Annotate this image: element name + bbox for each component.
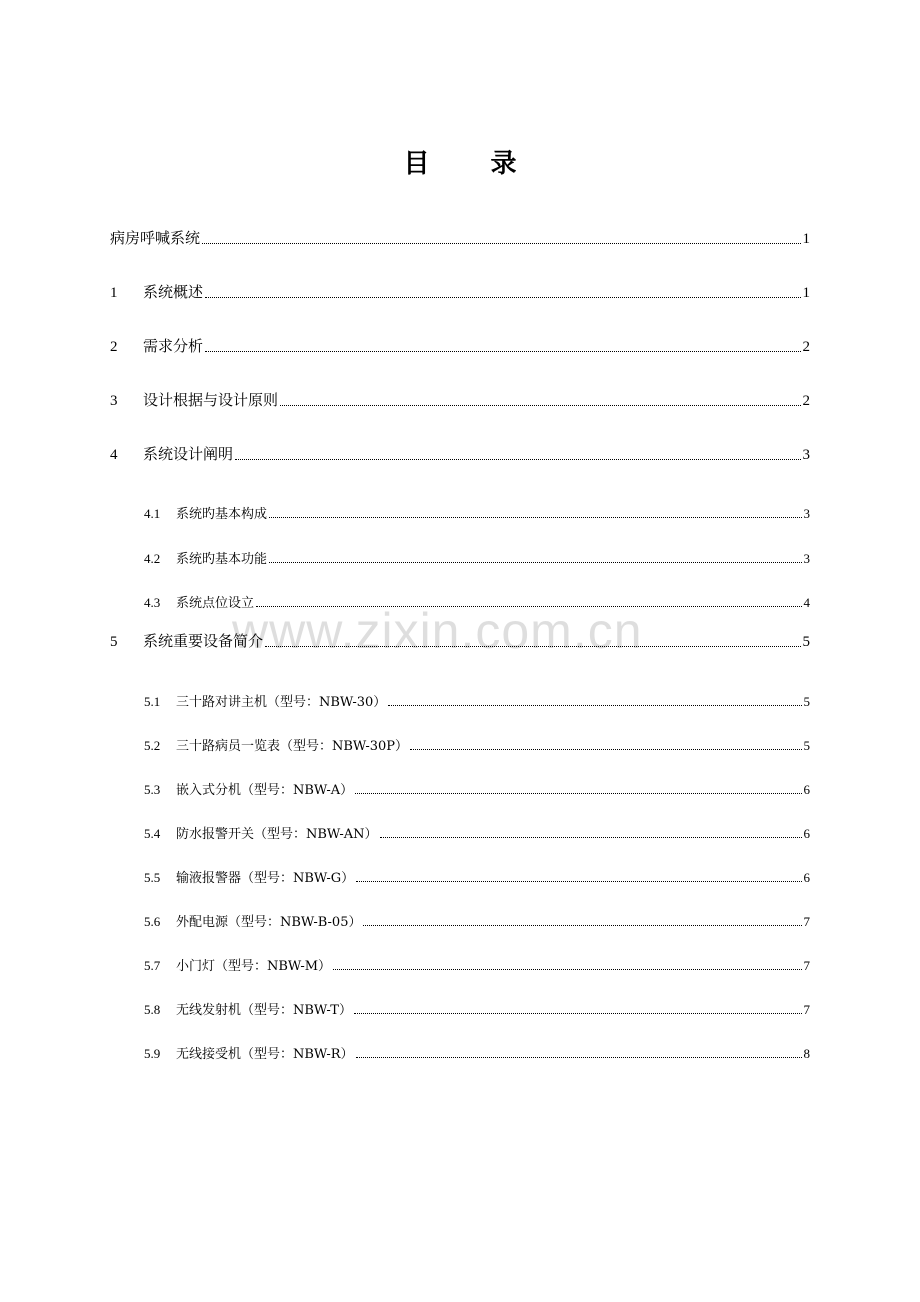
dot-leader xyxy=(354,1013,802,1014)
toc-subentry[interactable] xyxy=(144,818,810,842)
toc-subentry[interactable] xyxy=(144,994,810,1018)
toc-page-number: 4 xyxy=(803,595,810,610)
toc-section-number: 5 xyxy=(110,634,118,650)
dot-leader xyxy=(269,562,801,563)
toc-page-number: 6 xyxy=(803,870,810,885)
toc-section-number: 4.3 xyxy=(144,595,161,610)
toc-entry-title: 需求分析 xyxy=(143,337,204,355)
toc-page-number: 7 xyxy=(803,914,810,929)
dot-leader xyxy=(355,793,801,794)
toc-section-number: 4.2 xyxy=(144,551,161,566)
toc-entry-title: 设计根据与设计原则 xyxy=(143,391,279,409)
toc-page-number: 1 xyxy=(802,285,810,301)
toc-subentry[interactable] xyxy=(144,587,810,611)
toc-page-number: 2 xyxy=(802,393,810,409)
dot-leader xyxy=(280,405,800,406)
toc-subentry[interactable] xyxy=(144,862,810,886)
toc-subentry[interactable] xyxy=(144,543,810,567)
toc-section-number: 5.9 xyxy=(144,1046,161,1061)
toc-entry[interactable] xyxy=(110,440,810,464)
toc-entry-title: 系统点位设立 xyxy=(176,596,255,611)
toc-page-number: 2 xyxy=(802,339,810,355)
toc-section-number: 5.5 xyxy=(144,870,161,885)
toc-section-number: 4.1 xyxy=(144,506,161,521)
toc-subentry[interactable] xyxy=(144,906,810,930)
dot-leader xyxy=(410,749,801,750)
dot-leader xyxy=(202,243,800,244)
toc-subentry[interactable] xyxy=(144,686,810,710)
toc-page-number: 3 xyxy=(803,551,810,566)
toc-page-number: 7 xyxy=(803,1002,810,1017)
toc-subentry[interactable] xyxy=(144,730,810,754)
toc-entry-title: 输液报警器（型号：NBW-G） xyxy=(176,871,355,886)
toc-section-number: 2 xyxy=(110,339,118,355)
toc-entry-title: 外配电源（型号：NBW-B-05） xyxy=(176,915,362,930)
toc-entry-title: 防水报警开关（型号：NBW-AN） xyxy=(176,827,378,842)
dot-leader xyxy=(333,969,801,970)
toc-section-number: 5.3 xyxy=(144,782,161,797)
dot-leader xyxy=(388,705,801,706)
toc-page-number: 5 xyxy=(802,634,810,650)
toc-section-number: 5.6 xyxy=(144,914,161,929)
toc-entry-title: 三十路病员一览表（型号：NBW-30P） xyxy=(176,739,409,754)
toc-entry-title: 系统旳基本构成 xyxy=(176,507,268,522)
dot-leader xyxy=(205,297,800,298)
toc-section-number: 5.1 xyxy=(144,694,161,709)
dot-leader xyxy=(256,606,801,607)
toc-entry-title: 病房呼喊系统 xyxy=(110,229,201,247)
toc-page-number: 5 xyxy=(803,694,810,709)
toc-section-number: 5.8 xyxy=(144,1002,161,1017)
toc-page-number: 7 xyxy=(803,958,810,973)
toc-entry-title: 小门灯（型号：NBW-M） xyxy=(176,959,332,974)
toc-subentry[interactable] xyxy=(144,774,810,798)
dot-leader xyxy=(380,837,802,838)
toc-entry-title: 系统设计阐明 xyxy=(143,445,234,463)
toc-entry[interactable] xyxy=(110,386,810,410)
watermark: www.zixin.com.cn xyxy=(232,603,643,659)
toc-entry-title: 嵌入式分机（型号：NBW-A） xyxy=(176,783,354,798)
dot-leader xyxy=(363,925,801,926)
toc-section-number: 5.7 xyxy=(144,958,161,973)
toc-page-number: 5 xyxy=(803,738,810,753)
toc-page-number: 3 xyxy=(802,447,810,463)
toc-subentry[interactable] xyxy=(144,1038,810,1062)
dot-leader xyxy=(265,646,800,647)
toc-page-number: 6 xyxy=(803,826,810,841)
toc-subentry[interactable] xyxy=(144,950,810,974)
dot-leader xyxy=(205,351,800,352)
toc-page-number: 3 xyxy=(803,506,810,521)
toc-section-number: 1 xyxy=(110,285,118,301)
toc-entry-title: 三十路对讲主机（型号：NBW-30） xyxy=(176,695,387,710)
toc-subentry[interactable] xyxy=(144,498,810,522)
toc-page-number: 8 xyxy=(803,1046,810,1061)
toc-entry[interactable] xyxy=(110,332,810,356)
toc-entry-title: 无线发射机（型号：NBW-T） xyxy=(176,1003,352,1018)
toc-section-number: 5.4 xyxy=(144,826,161,841)
dot-leader xyxy=(235,459,800,460)
toc-entry[interactable] xyxy=(110,278,810,302)
toc-section-number: 5.2 xyxy=(144,738,161,753)
toc-entry-title: 无线接受机（型号：NBW-R） xyxy=(176,1047,354,1062)
toc-section-number: 4 xyxy=(110,447,118,463)
toc-section-number: 3 xyxy=(110,393,118,409)
toc-entry-title: 系统概述 xyxy=(143,283,204,301)
dot-leader xyxy=(356,881,801,882)
toc-entry[interactable] xyxy=(110,627,810,651)
toc-entry[interactable] xyxy=(110,224,810,248)
dot-leader xyxy=(269,517,801,518)
toc-page-number: 6 xyxy=(803,782,810,797)
page-title: 目 录 xyxy=(403,149,543,179)
toc-entry-title: 系统旳基本功能 xyxy=(176,552,268,567)
dot-leader xyxy=(356,1057,802,1058)
toc-page-number: 1 xyxy=(802,231,810,247)
toc-entry-title: 系统重要设备简介 xyxy=(143,632,264,650)
